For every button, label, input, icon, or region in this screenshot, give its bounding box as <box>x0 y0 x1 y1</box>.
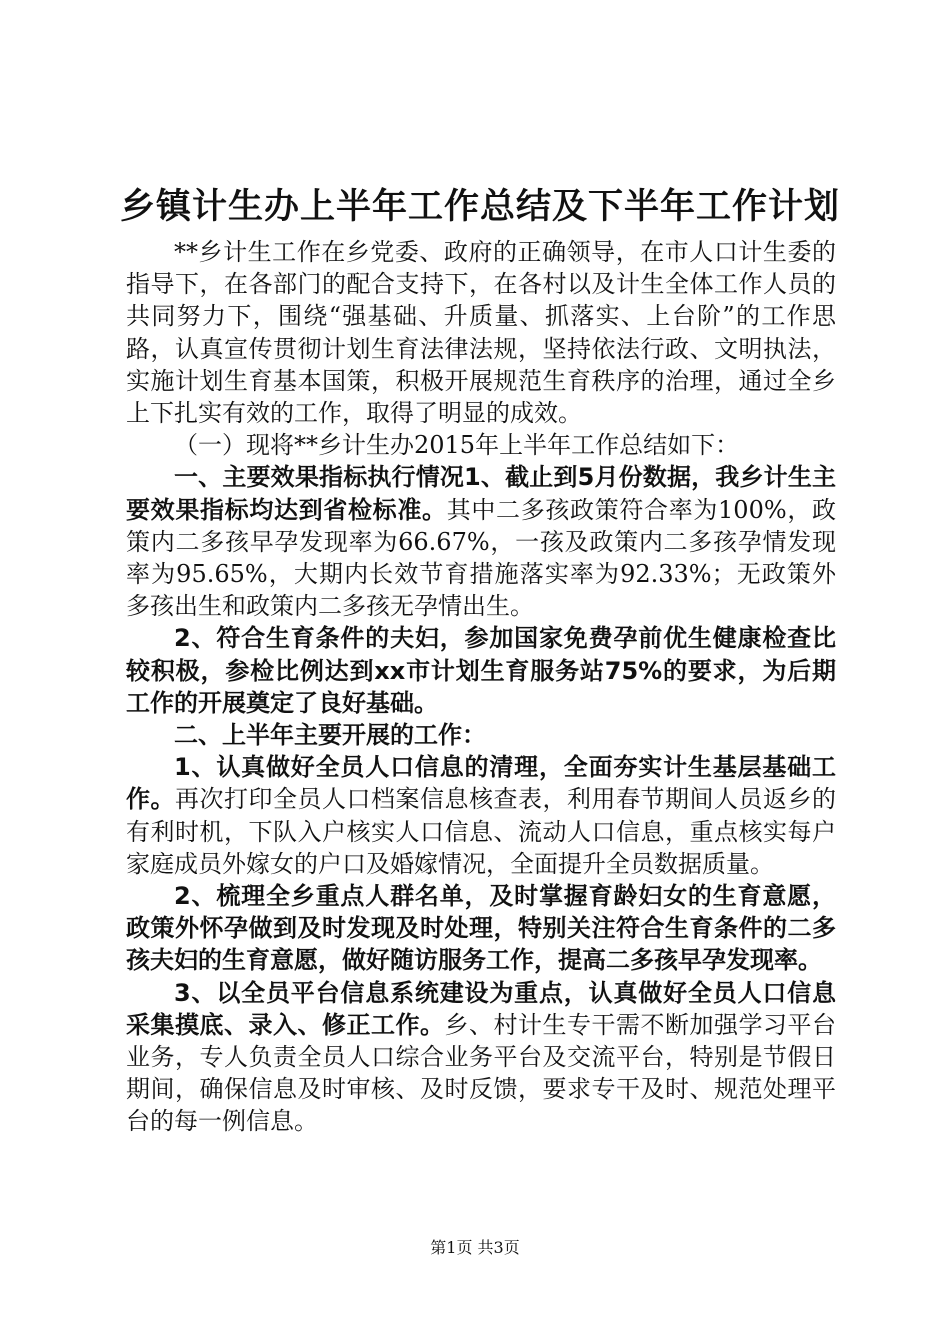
work-item-3-paragraph <box>126 977 836 1138</box>
page-number: 第1页 共3页 <box>430 1238 520 1257</box>
work-item-2-paragraph <box>126 880 836 977</box>
summary-heading: （一）现将**乡计生办2015年上半年工作总结如下： <box>174 431 740 460</box>
section-1-paragraph <box>126 461 836 622</box>
work-item-2-lead: 2、梳理全乡重点人群名单，及时掌握育龄妇女的生育意愿，政策外怀孕做到及时发现及时处理，特别关注符合生育条件的二多孩夫妇的生育意愿，做好随访服务工作，提高二多孩早孕发现率。 <box>126 882 836 975</box>
section-2-heading <box>126 719 836 751</box>
document-title: 乡镇计生办上半年工作总结及下半年工作计划 <box>120 187 841 227</box>
section-1-lead: 一、主要效果指标执行情况1、截止到5月份数据，我乡计生主要效果指标均达到省检标准。 <box>126 463 836 524</box>
work-item-1-lead: 1、认真做好全员人口信息的清理，全面夯实计生基层基础工作。 <box>126 753 836 814</box>
work-item-1-rest: 再次打印全员人口档案信息核查表，利用春节期间人员返乡的有利时机，下队入户核实人口信息、流动人口信息，重点核实每户家庭成员外嫁女的户口及婚嫁情况，全面提升全员数据质量。 <box>126 785 836 878</box>
section-1-rest: 其中二多孩政策符合率为100%，政策内二多孩早孕发现率为66.67%，一孩及政策内二多孩孕情发现率为95.65%，大期内长效节育措施落实率为92.33%；无政策外多孩出生和政策内二多孩无孕情出生。 <box>126 495 836 621</box>
work-item-3-lead: 3、以全员平台信息系统建设为重点，认真做好全员人口信息采集摸底、录入、修正工作。 <box>126 978 836 1039</box>
section-2-lead: 二、上半年主要开展的工作： <box>174 721 486 750</box>
item-2-lead: 2、符合生育条件的夫妇，参加国家免费孕前优生健康检查比较积极，参检比例达到xx市计划生育服务站75%的要求，为后期工作的开展奠定了良好基础。 <box>126 624 836 717</box>
document-body <box>126 236 836 1138</box>
item-2-paragraph <box>126 622 836 719</box>
work-item-3-rest: 乡、村计生专干需不断加强学习平台业务，专人负责全员人口综合业务平台及交流平台，特别是节假日期间，确保信息及时审核、及时反馈，要求专干及时、规范处理平台的每一例信息。 <box>126 1010 836 1136</box>
work-item-1-paragraph <box>126 751 836 880</box>
intro-paragraph: **乡计生工作在乡党委、政府的正确领导，在市人口计生委的指导下，在各部门的配合支持下，在各村以及计生全体工作人员的共同努力下，围绕“强基础、升质量、抓落实、上台阶”的工作思路，认真宣传贯彻计划生育法律法规，坚持依法行政、文明执法，实施计划生育基本国策，积极开展规范生育秩序的治理，通过全乡上下扎实有效的工作，取得了明显的成效。 <box>126 238 836 428</box>
